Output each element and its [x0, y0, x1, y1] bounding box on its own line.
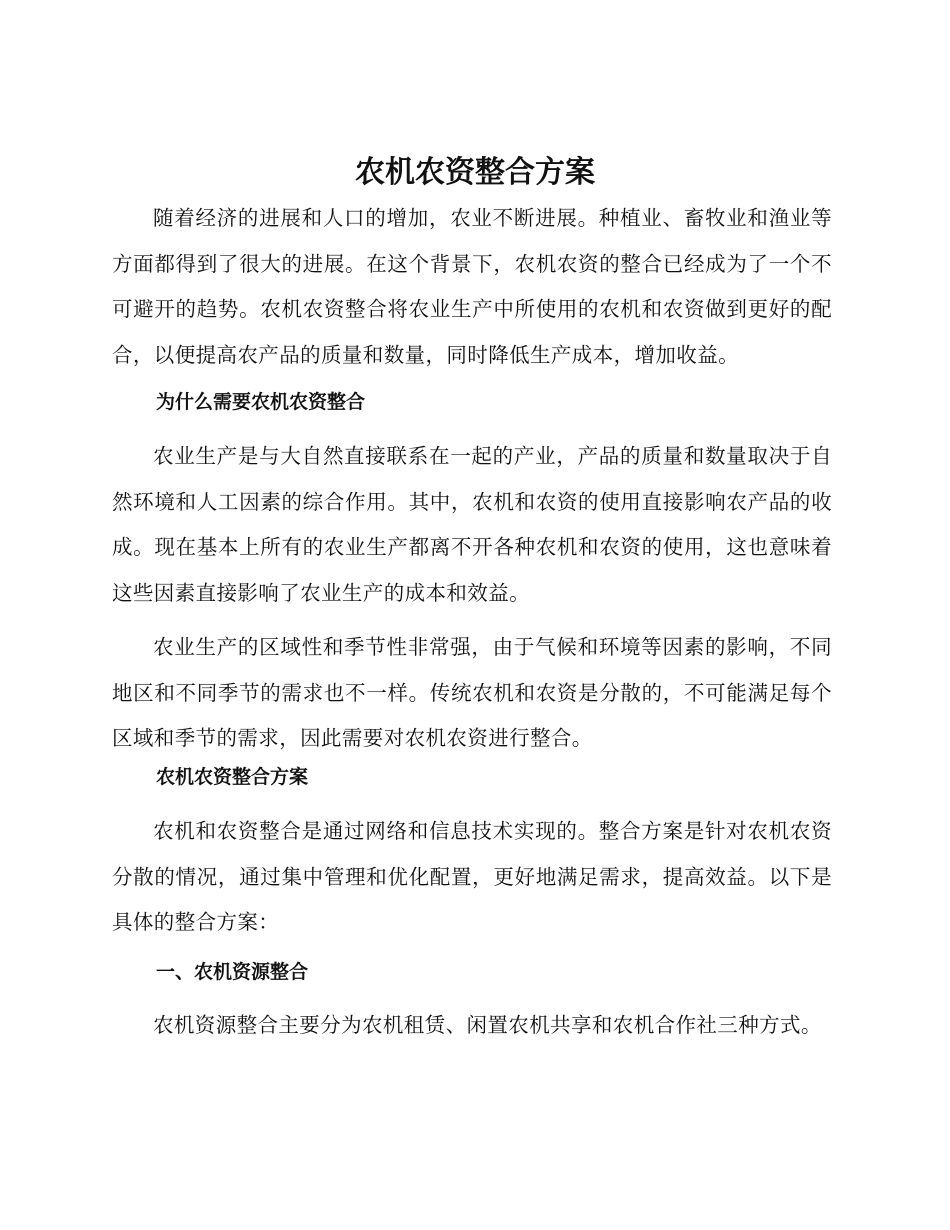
paragraph-plan: 农机和农资整合是通过网络和信息技术实现的。整合方案是针对农机农资分散的情况，通过集中管理和优化配置，更好地满足需求，提高效益。以下是具体的整合方案：	[112, 819, 832, 934]
document-title: 农机农资整合方案	[355, 155, 595, 190]
why-section	[112, 434, 832, 762]
heading-why-integrate: 为什么需要农机农资整合	[156, 391, 366, 413]
paragraph-machinery: 农机资源整合主要分为农机租赁、闲置农机共享和农机合作社三种方式。	[153, 1013, 822, 1037]
paragraph-why-2: 农业生产的区域性和季节性非常强，由于气候和环境等因素的影响，不同地区和不同季节的需求也不一样。传统农机和农资是分散的，不可能满足每个区域和季节的需求，因此需要对农机农资进行整合。	[112, 635, 832, 750]
paragraph-why-1: 农业生产是与大自然直接联系在一起的产业，产品的质量和数量取决于自然环境和人工因素的综合作用。其中，农机和农资的使用直接影响农产品的收成。现在基本上所有的农业生产都离不开各种农机和农资的使用，这也意味着这些因素直接影响了农业生产的成本和效益。	[112, 444, 832, 605]
paragraph-intro: 随着经济的进展和人口的增加，农业不断进展。种植业、畜牧业和渔业等方面都得到了很大的进展。在这个背景下，农机农资的整合已经成为了一个不可避开的趋势。农机农资整合将农业生产中所使用的农机和农资做到更好的配合，以便提高农产品的质量和数量，同时降低生产成本，增加收益。	[112, 206, 832, 367]
heading-machinery-resources: 一、农机资源整合	[156, 961, 309, 983]
machinery-section	[112, 1003, 832, 1049]
intro-section	[112, 196, 832, 378]
plan-section	[112, 809, 832, 946]
heading-integration-plan: 农机农资整合方案	[156, 766, 309, 788]
